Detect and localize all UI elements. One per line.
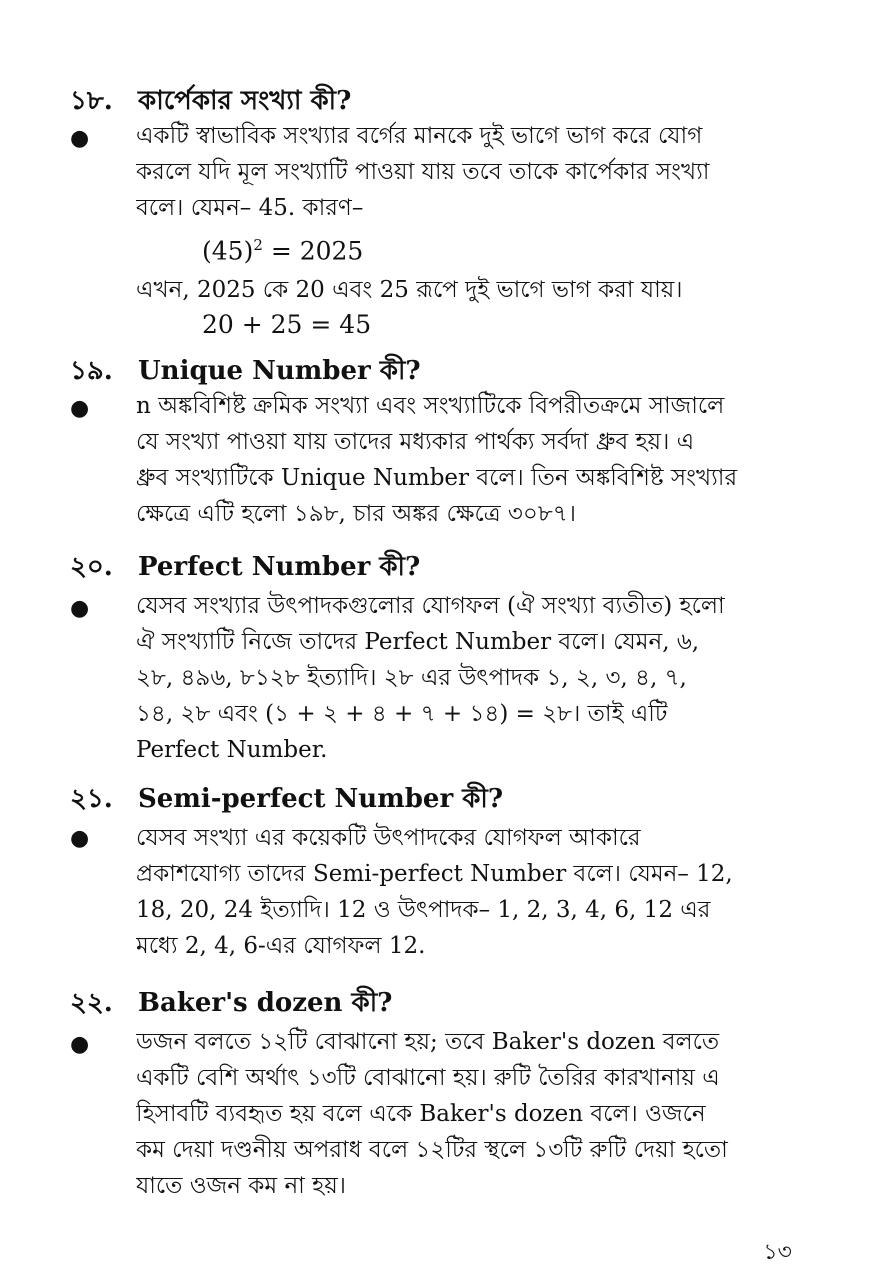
text-line: ২৮, ৪৯৬, ৮১২৮ ইত্যাদি। ২৮ এর উৎপাদক ১, ২, ৩, ৪, ৭, (136, 665, 687, 691)
section-number: ১৯. (70, 356, 113, 386)
section-number: ২০. (70, 552, 113, 582)
section-title: Semi-perfect Number কী? (138, 784, 504, 814)
section-body-18 (136, 118, 806, 226)
text-line: ১৪, ২৮ এবং (১ + ২ + ৪ + ৭ + ১৪) = ২৮। তাই এটি (136, 701, 668, 727)
text-line: যে সংখ্যা পাওয়া যায় তাদের মধ্যকার পার্থক্য সর্বদা ধ্রুব হয়। এ (136, 429, 695, 455)
section-body-22 (136, 1024, 806, 1204)
section-title: কার্পেকার সংখ্যা কী? (138, 86, 352, 116)
text-line: যাতে ওজন কম না হয়। (136, 1173, 347, 1199)
section-body-18-b (136, 272, 806, 308)
section-number: ২২. (70, 988, 113, 1018)
equation-result: = 2025 (262, 236, 364, 266)
bullet-icon: ● (70, 596, 90, 621)
section-title: Baker's dozen কী? (138, 988, 393, 1018)
bullet-icon: ● (70, 826, 90, 851)
section-body-19 (136, 388, 806, 532)
text-line: Perfect Number. (136, 737, 328, 763)
text-line: এখন, 2025 কে 20 এবং 25 রূপে দুই ভাগে ভাগ করা যায়। (136, 277, 683, 303)
text-line: মধ্যে 2, 4, 6-এর যোগফল 12. (136, 933, 426, 959)
text-line: যেসব সংখ্যা এর কয়েকটি উৎপাদকের যোগফল আকারে (136, 825, 641, 851)
section-number: ২১. (70, 784, 113, 814)
text-line: যেসব সংখ্যার উৎপাদকগুলোর যোগফল (ঐ সংখ্যা ব্যতীত) হলো (136, 593, 725, 619)
text-line: প্রকাশযোগ্য তাদের Semi-perfect Number বলে। যেমন– 12, (136, 861, 733, 887)
equation-sum: 20 + 25 = 45 (202, 310, 372, 339)
bullet-icon: ● (70, 1032, 90, 1057)
text-line: করলে যদি মূল সংখ্যাটি পাওয়া যায় তবে তাকে কার্পেকার সংখ্যা (136, 159, 710, 185)
text-line: বলে। যেমন– 45. কারণ– (136, 195, 364, 221)
bullet-icon: ● (70, 396, 90, 421)
equation-base: (45) (202, 236, 254, 266)
section-title: Perfect Number কী? (138, 552, 421, 582)
text-line: হিসাবটি ব্যবহৃত হয় বলে একে Baker's dozen বলে। ওজনে (136, 1101, 706, 1127)
equation-square (202, 236, 363, 265)
text-line: n অঙ্কবিশিষ্ট ক্রমিক সংখ্যা এবং সংখ্যাটিকে বিপরীতক্রমে সাজালে (136, 393, 725, 419)
section-heading-22 (70, 982, 392, 1026)
text-line: ধ্রুব সংখ্যাটিকে Unique Number বলে। তিন অঙ্কবিশিষ্ট সংখ্যার (136, 465, 738, 491)
text-line: 18, 20, 24 ইত্যাদি। 12 ও উৎপাদক– 1, 2, 3, 4, 6, 12 এর (136, 897, 711, 923)
section-heading-20 (70, 546, 420, 590)
text-line: একটি স্বাভাবিক সংখ্যার বর্গের মানকে দুই ভাগে ভাগ করে যোগ (136, 123, 703, 149)
page-number: ১৩ (763, 1240, 792, 1265)
section-body-21 (136, 820, 806, 964)
section-title: Unique Number কী? (138, 356, 421, 386)
bullet-icon: ● (70, 126, 90, 151)
text-line: ঐ সংখ্যাটি নিজে তাদের Perfect Number বলে। যেমন, ৬, (136, 629, 700, 655)
text-line: ডজন বলতে ১২টি বোঝানো হয়; তবে Baker's dozen বলতে (136, 1029, 720, 1055)
text-line: একটি বেশি অর্থাৎ ১৩টি বোঝানো হয়। রুটি তৈরির কারখানায় এ (136, 1065, 720, 1091)
section-number: ১৮. (70, 86, 113, 116)
equation-exponent: 2 (253, 236, 263, 254)
text-line: ক্ষেত্রে এটি হলো ১৯৮, চার অঙ্কর ক্ষেত্রে ৩০৮৭। (136, 501, 576, 527)
section-body-20 (136, 588, 806, 768)
text-line: কম দেয়া দণ্ডনীয় অপরাধ বলে ১২টির স্থলে ১৩টি রুটি দেয়া হতো (136, 1137, 728, 1163)
section-heading-21 (70, 778, 503, 822)
